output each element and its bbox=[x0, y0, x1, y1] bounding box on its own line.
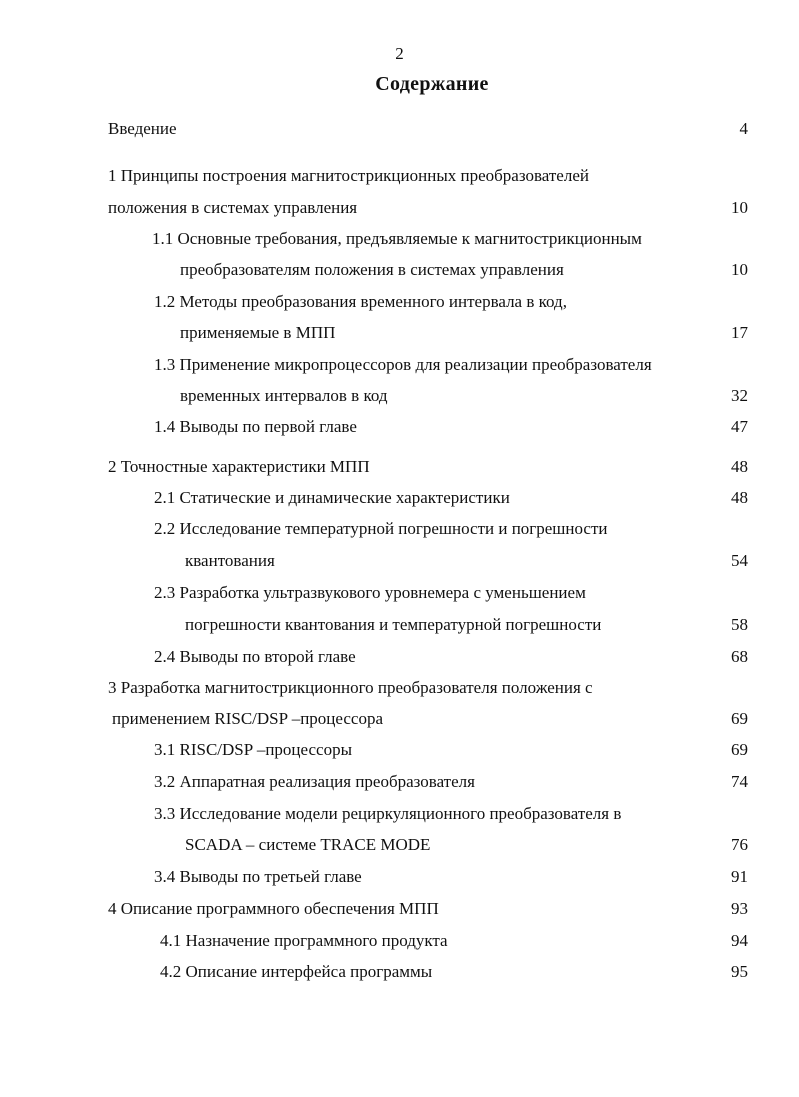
toc-entry-page: 54 bbox=[731, 551, 748, 570]
toc-entry-title-continued: применением RISC/DSP –процессора bbox=[112, 709, 384, 728]
toc-entry-title: 1.4 Выводы по первой главе bbox=[154, 417, 357, 436]
toc-entry-page: 68 bbox=[731, 647, 748, 666]
toc-entry-title: 3.3 Исследование модели рециркуляционного преобразователя в bbox=[154, 804, 622, 823]
toc-entry-title: 3.1 RISC/DSP –процессоры bbox=[154, 740, 352, 759]
page-title: Содержание bbox=[375, 73, 489, 95]
toc-entry-page: 69 bbox=[731, 709, 748, 728]
toc-entry-title-continued: погрешности квантования и температурной погрешности bbox=[185, 615, 602, 634]
toc-entry-page: 47 bbox=[731, 417, 748, 436]
toc-entry-page: 58 bbox=[731, 615, 748, 634]
toc-entry-page: 93 bbox=[731, 899, 748, 918]
toc-entry-page: 94 bbox=[731, 931, 748, 950]
toc-entry-title: 2 Точностные характеристики МПП bbox=[108, 457, 370, 476]
toc-entry-title: 2.2 Исследование температурной погрешности и погрешности bbox=[154, 519, 608, 538]
toc-entry-title-continued: преобразователям положения в системах управления bbox=[180, 260, 564, 279]
toc-entry-title: 4.1 Назначение программного продукта bbox=[160, 931, 448, 950]
toc-entry-page: 32 bbox=[731, 386, 748, 405]
toc-entry-page: 17 bbox=[731, 323, 748, 342]
toc-entry-title-continued: временных интервалов в код bbox=[180, 386, 388, 405]
toc-entry-title: 2.1 Статические и динамические характеристики bbox=[154, 488, 510, 507]
toc-entry-page: 91 bbox=[731, 867, 748, 886]
toc-entry-title: 1.1 Основные требования, предъявляемые к магнитострикционным bbox=[152, 229, 642, 248]
toc-entry-title: 2.3 Разработка ультразвукового уровнемера с уменьшением bbox=[154, 583, 586, 602]
toc-entry-page: 76 bbox=[731, 835, 748, 854]
page-number: 2 bbox=[395, 44, 404, 63]
toc-entry-title-continued: квантования bbox=[185, 551, 275, 570]
toc-entry-title: Введение bbox=[108, 119, 177, 138]
toc-entry-page: 69 bbox=[731, 740, 748, 759]
toc-entry-page: 10 bbox=[731, 198, 748, 217]
toc-entry-page: 95 bbox=[731, 962, 748, 981]
toc-entry-title: 1 Принципы построения магнитострикционных преобразователей bbox=[108, 166, 589, 185]
toc-entry-title: 4 Описание программного обеспечения МПП bbox=[108, 899, 439, 918]
toc-entry-page: 10 bbox=[731, 260, 748, 279]
toc-entry-title: 1.3 Применение микропроцессоров для реализации преобразователя bbox=[154, 355, 652, 374]
toc-entry-page: 4 bbox=[739, 119, 748, 138]
toc-entry-title-continued: применяемые в МПП bbox=[180, 323, 336, 342]
toc-entry-title: 2.4 Выводы по второй главе bbox=[154, 647, 356, 666]
toc-entry-title-continued: SCADA – системе TRACE MODE bbox=[185, 835, 431, 854]
toc-entry-title: 3.2 Аппаратная реализация преобразователя bbox=[154, 772, 475, 791]
toc-entry-title-continued: положения в системах управления bbox=[108, 198, 358, 217]
toc-entry-title: 3 Разработка магнитострикционного преобразователя положения с bbox=[108, 678, 593, 697]
toc-entry-page: 74 bbox=[731, 772, 748, 791]
toc-entry-title: 1.2 Методы преобразования временного интервала в код, bbox=[154, 292, 567, 311]
toc-entry-title: 4.2 Описание интерфейса программы bbox=[160, 962, 433, 981]
toc-entry-page: 48 bbox=[731, 457, 748, 476]
toc-entry-title: 3.4 Выводы по третьей главе bbox=[154, 867, 362, 886]
toc-entry-page: 48 bbox=[731, 488, 748, 507]
